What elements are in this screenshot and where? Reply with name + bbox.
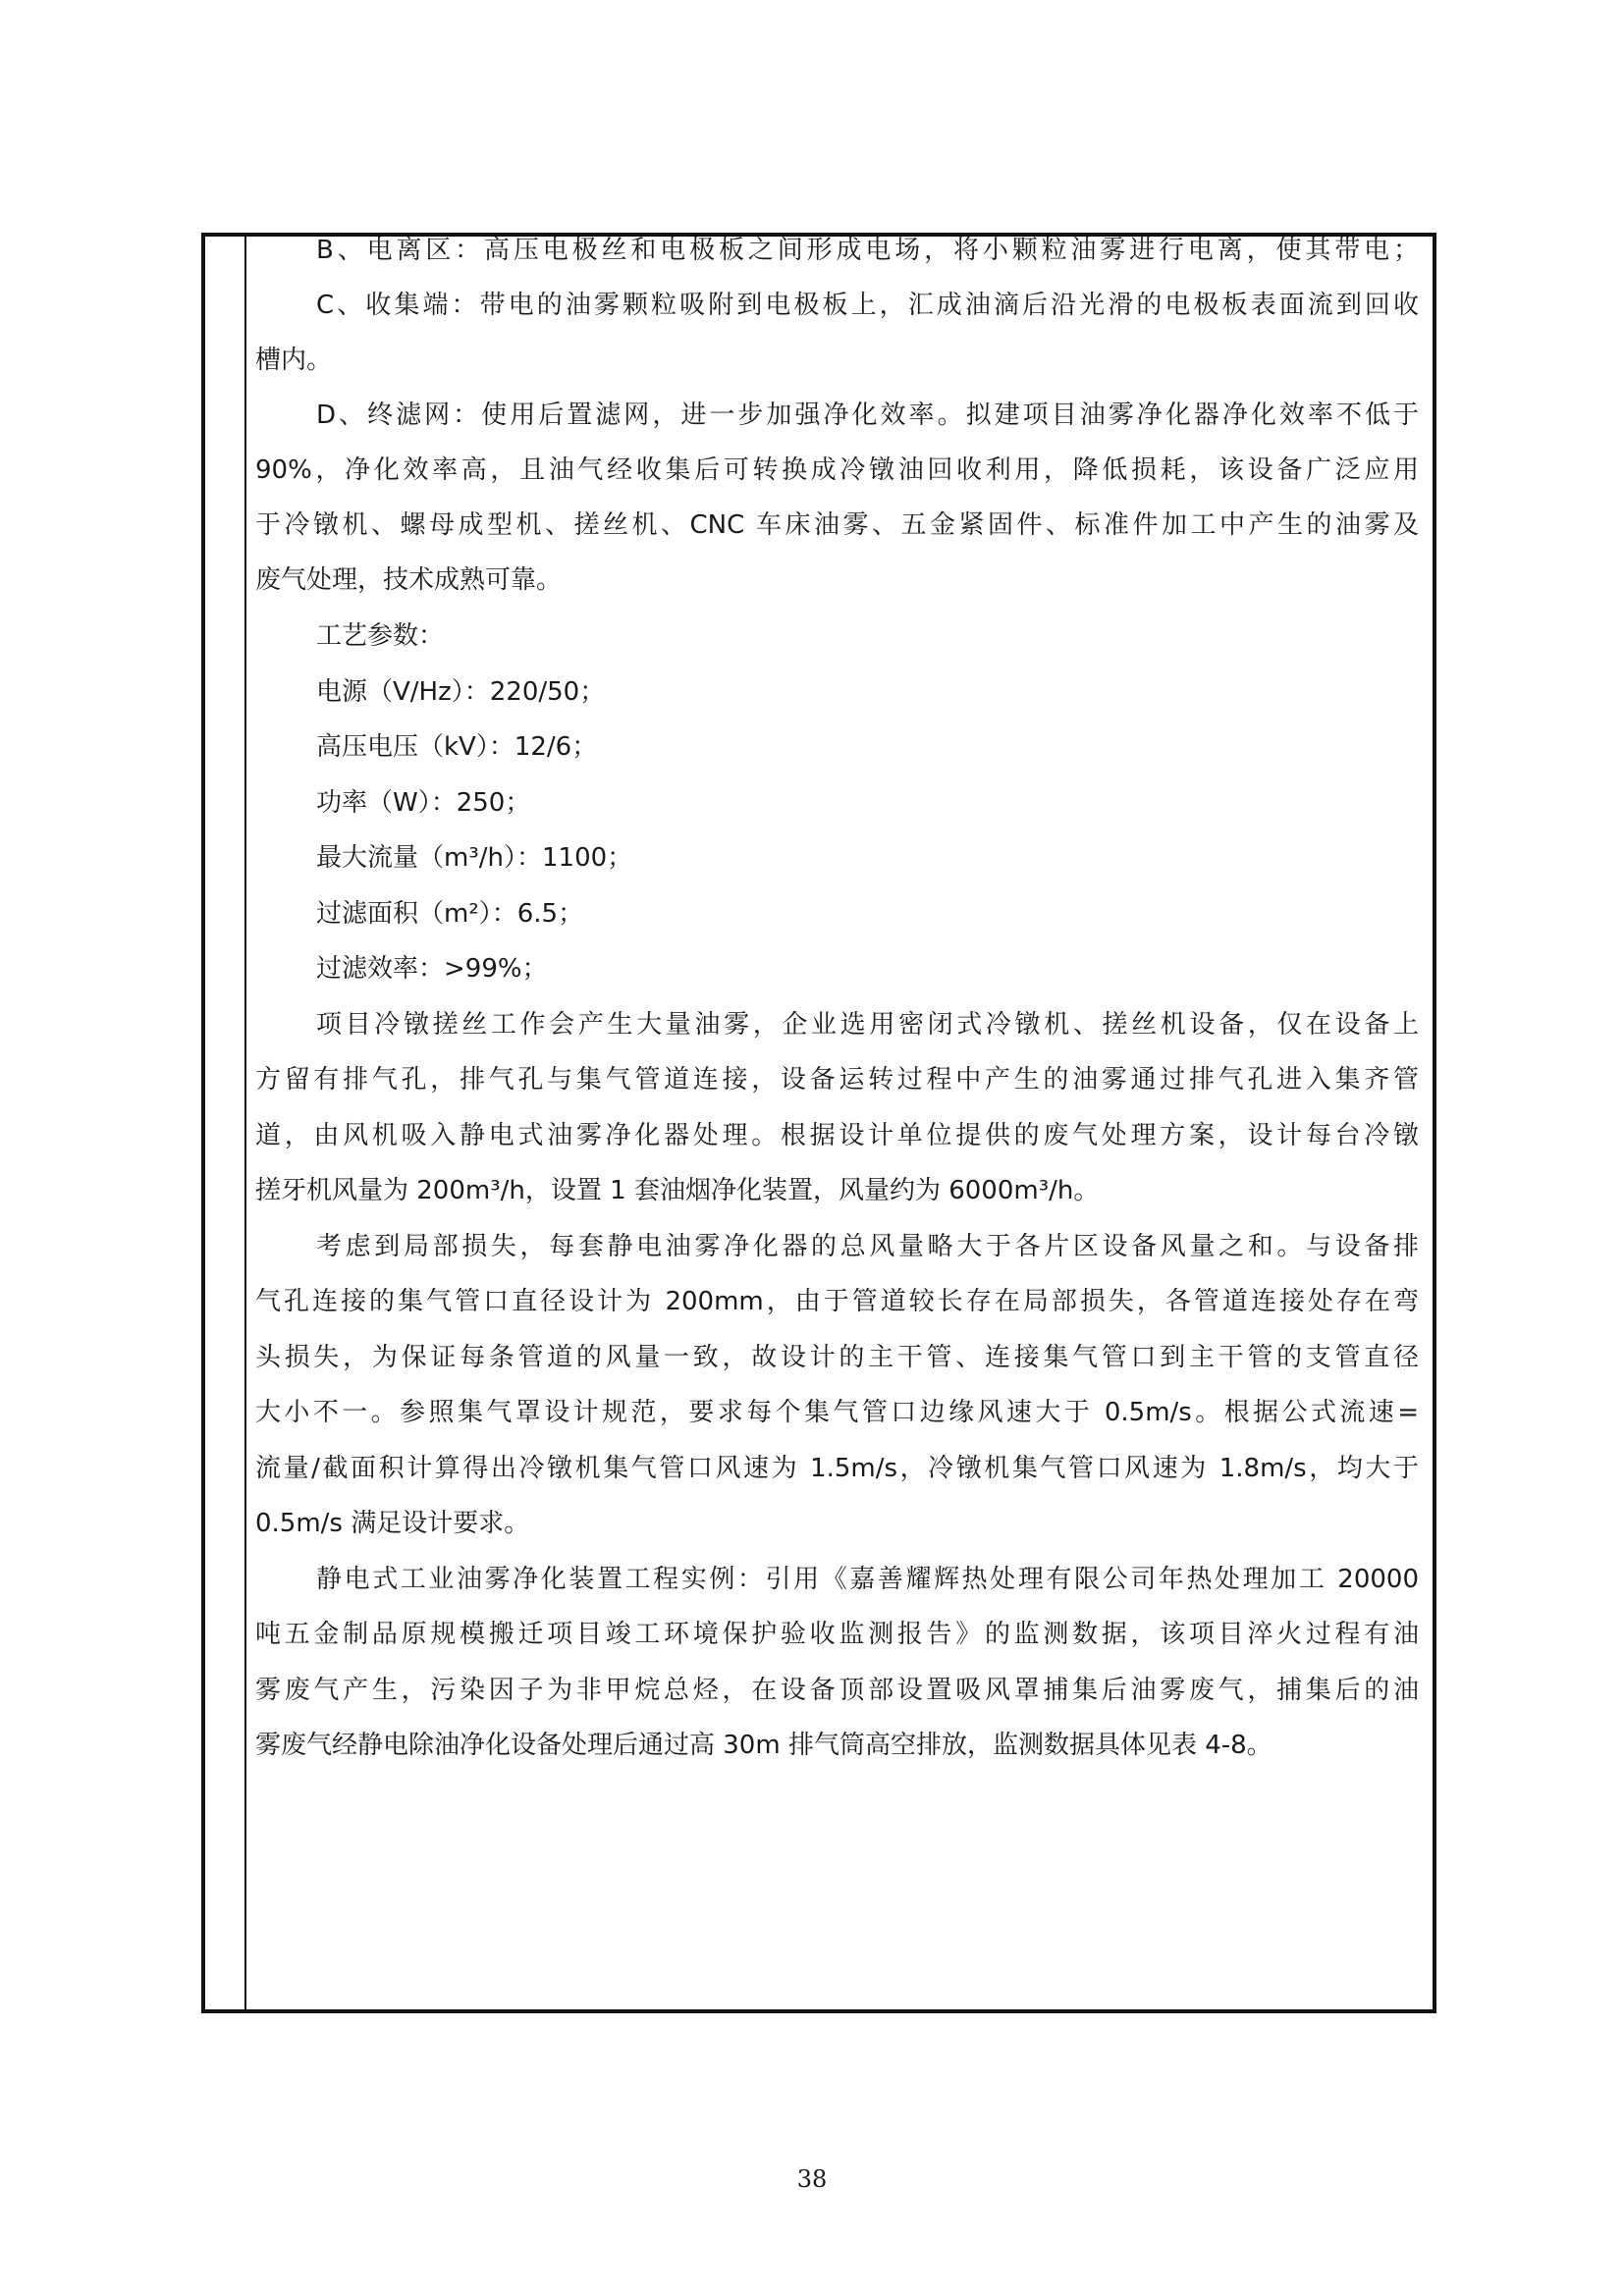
paragraph-line: 0.5m/s 满足设计要求。 xyxy=(255,1509,530,1538)
paragraph-line: C、收集端：带电的油雾颗粒吸附到电极板上，汇成油滴后沿光滑的电极板表面流到回收 xyxy=(316,291,1419,320)
parameter-line: 过滤面积（m²）：6.5； xyxy=(316,899,584,929)
paragraph-line: 气孔连接的集气管口直径设计为 200mm，由于管道较长存在局部损失，各管道连接处存在弯 xyxy=(255,1287,1419,1316)
paragraph-line: 废气处理，技术成熟可靠。 xyxy=(255,565,563,595)
left-column-rule xyxy=(244,237,246,2009)
paragraph-line: 雾废气产生，污染因子为非甲烷总烃，在设备顶部设置吸风罩捕集后油雾废气，捕集后的油 xyxy=(255,1676,1419,1705)
paragraph-line: 吨五金制品原规模搬迁项目竣工环境保护验收监测报告》的监测数据，该项目淬火过程有油 xyxy=(255,1620,1419,1649)
paragraph-line: 槽内。 xyxy=(255,346,333,375)
paragraph-line: 搓牙机风量为 200m³/h，设置 1 套油烟净化装置，风量约为 6000m³/h。 xyxy=(255,1176,1100,1205)
paragraph-line: 静电式工业油雾净化装置工程实例：引用《嘉善耀辉热处理有限公司年热处理加工 20000 xyxy=(316,1565,1419,1594)
paragraph-line: 项目冷镦搓丝工作会产生大量油雾，企业选用密闭式冷镦机、搓丝机设备，仅在设备上 xyxy=(316,1010,1419,1040)
parameter-line: 过滤效率：>99%； xyxy=(316,954,548,984)
paragraph-line: 于冷镦机、螺母成型机、搓丝机、CNC 车床油雾、五金紧固件、标准件加工中产生的油雾及 xyxy=(255,510,1419,540)
page-number: 38 xyxy=(796,2165,828,2193)
parameter-line: 最大流量（m³/h）：1100； xyxy=(316,843,633,873)
parameter-line: 功率（W）：250； xyxy=(316,788,531,818)
parameters-heading: 工艺参数： xyxy=(316,621,445,651)
paragraph-line: 流量/截面积计算得出冷镦机集气管口风速为 1.5m/s，冷镦机集气管口风速为 1.8m/s，均大于 xyxy=(255,1454,1419,1483)
paragraph-line: 考虑到局部损失，每套静电油雾净化器的总风量略大于各片区设备风量之和。与设备排 xyxy=(316,1232,1419,1261)
parameter-line: 电源（V/Hz）：220/50； xyxy=(316,677,606,707)
paragraph-line: B、电离区：高压电极丝和电极板之间形成电场，将小颗粒油雾进行电离，使其带电； xyxy=(316,236,1419,265)
paragraph-line: 道，由风机吸入静电式油雾净化器处理。根据设计单位提供的废气处理方案，设计每台冷镦 xyxy=(255,1121,1419,1150)
paragraph-line: 90%，净化效率高，且油气经收集后可转换成冷镦油回收利用，降低损耗，该设备广泛应用 xyxy=(255,455,1419,485)
paragraph-line: 雾废气经静电除油净化设备处理后通过高 30m 排气筒高空排放，监测数据具体见表 4-8。 xyxy=(255,1731,1272,1760)
paragraph-line: 大小不一。参照集气罩设计规范，要求每个集气管口边缘风速大于 0.5m/s。根据公式流速= xyxy=(255,1398,1419,1427)
paragraph-line: D、终滤网：使用后置滤网，进一步加强净化效率。拟建项目油雾净化器净化效率不低于 xyxy=(316,400,1419,430)
parameter-line: 高压电压（kV）：12/6； xyxy=(316,732,598,762)
paragraph-line: 头损失，为保证每条管道的风量一致，故设计的主干管、连接集气管口到主干管的支管直径 xyxy=(255,1343,1419,1372)
paragraph-line: 方留有排气孔，排气孔与集气管道连接，设备运转过程中产生的油雾通过排气孔进入集齐管 xyxy=(255,1065,1419,1095)
